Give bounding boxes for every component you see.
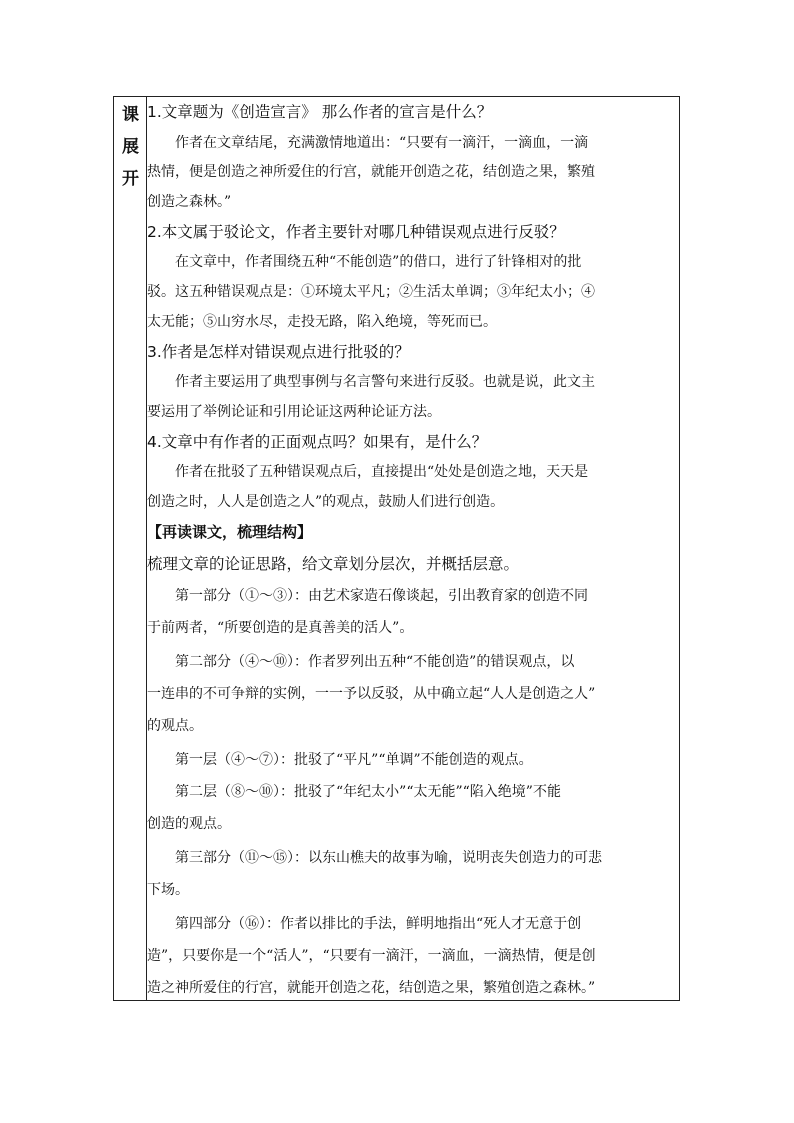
answer-line: 造之神所爱住的行宫，就能开创造之花，结创造之果，繁殖创造之森林。” [147, 980, 596, 996]
answer-line: 在文章中，作者围绕五种“不能创造”的借口，进行了针锋相对的批 [147, 254, 582, 270]
answer-line: 作者主要运用了典型事例与名言警句来进行反驳。也就是说，此文主 [147, 374, 595, 390]
question-line: 4.文章中有作者的正面观点吗？如果有，是什么？ [147, 433, 488, 451]
answer-line: 热情，便是创造之神所爱住的行宫，就能开创造之花，结创造之果，繁殖 [147, 164, 595, 180]
answer-line: 第四部分（⑯）：作者以排比的手法，鲜明地指出“死人才无意于创 [147, 916, 582, 932]
answer-line: 驳。这五种错误观点是：①环境太平凡；②生活太单调；③年纪太小；④ [147, 284, 595, 300]
section-label-char: 课 [122, 105, 139, 125]
answer-line: 第一部分（①～③）：由艺术家造石像谈起，引出教育家的创造不同 [147, 588, 588, 604]
section-label-cell [114, 97, 147, 1000]
answer-line: 第二层（⑧～⑩）：批驳了“年纪太小”“太无能”“陷入绝境”不能 [147, 784, 561, 800]
section-label-char: 展 [122, 137, 139, 157]
answer-line: 要运用了举例论证和引用论证这两种论证方法。 [147, 404, 441, 420]
answer-line: 第三部分（⑪～⑮）：以东山樵夫的故事为喻，说明丧失创造力的可悲 [147, 850, 602, 866]
answer-line: 于前两者，“所要创造的是真善美的活人”。 [147, 620, 414, 636]
lesson-content-cell [147, 97, 679, 1000]
answer-line: 创造的观点。 [147, 816, 231, 832]
answer-line: 创造之时，人人是创造之人”的观点，鼓励人们进行创造。 [147, 494, 505, 510]
answer-line: 一连串的不可争辩的实例，一一予以反驳，从中确立起“人人是创造之人” [147, 686, 596, 702]
answer-line: 造”，只要你是一个“活人”，“只要有一滴汗，一滴血，一滴热情，便是创 [147, 948, 596, 964]
answer-line: 创造之森林。” [147, 194, 232, 210]
answer-line: 的观点。 [147, 718, 203, 734]
question-line: 3.作者是怎样对错误观点进行批驳的？ [147, 343, 410, 361]
answer-line: 作者在文章结尾，充满激情地道出：“只要有一滴汗，一滴血，一滴 [147, 135, 589, 151]
instruction-line: 梳理文章的论证思路，给文章划分层次，并概括层意。 [147, 555, 520, 573]
answer-line: 第二部分（④～⑩）：作者罗列出五种“不能创造”的错误观点，以 [147, 654, 575, 670]
answer-line: 第一层（④～⑦）：批驳了“平凡”“单调”不能创造的观点。 [147, 752, 533, 768]
answer-line: 太无能；⑤山穷水尽，走投无路，陷入绝境，等死而已。 [147, 314, 497, 330]
section-label-char: 开 [122, 169, 139, 189]
answer-line: 下场。 [147, 882, 189, 898]
answer-line: 作者在批驳了五种错误观点后，直接提出“处处是创造之地，天天是 [147, 464, 589, 480]
lesson-table [113, 96, 680, 1001]
question-line: 2.本文属于驳论文，作者主要针对哪几种错误观点进行反驳？ [147, 223, 565, 241]
section-heading: 【再读课文，梳理结构】 [147, 523, 313, 541]
question-line: 1.文章题为《创造宣言》 那么作者的宣言是什么？ [147, 103, 493, 121]
